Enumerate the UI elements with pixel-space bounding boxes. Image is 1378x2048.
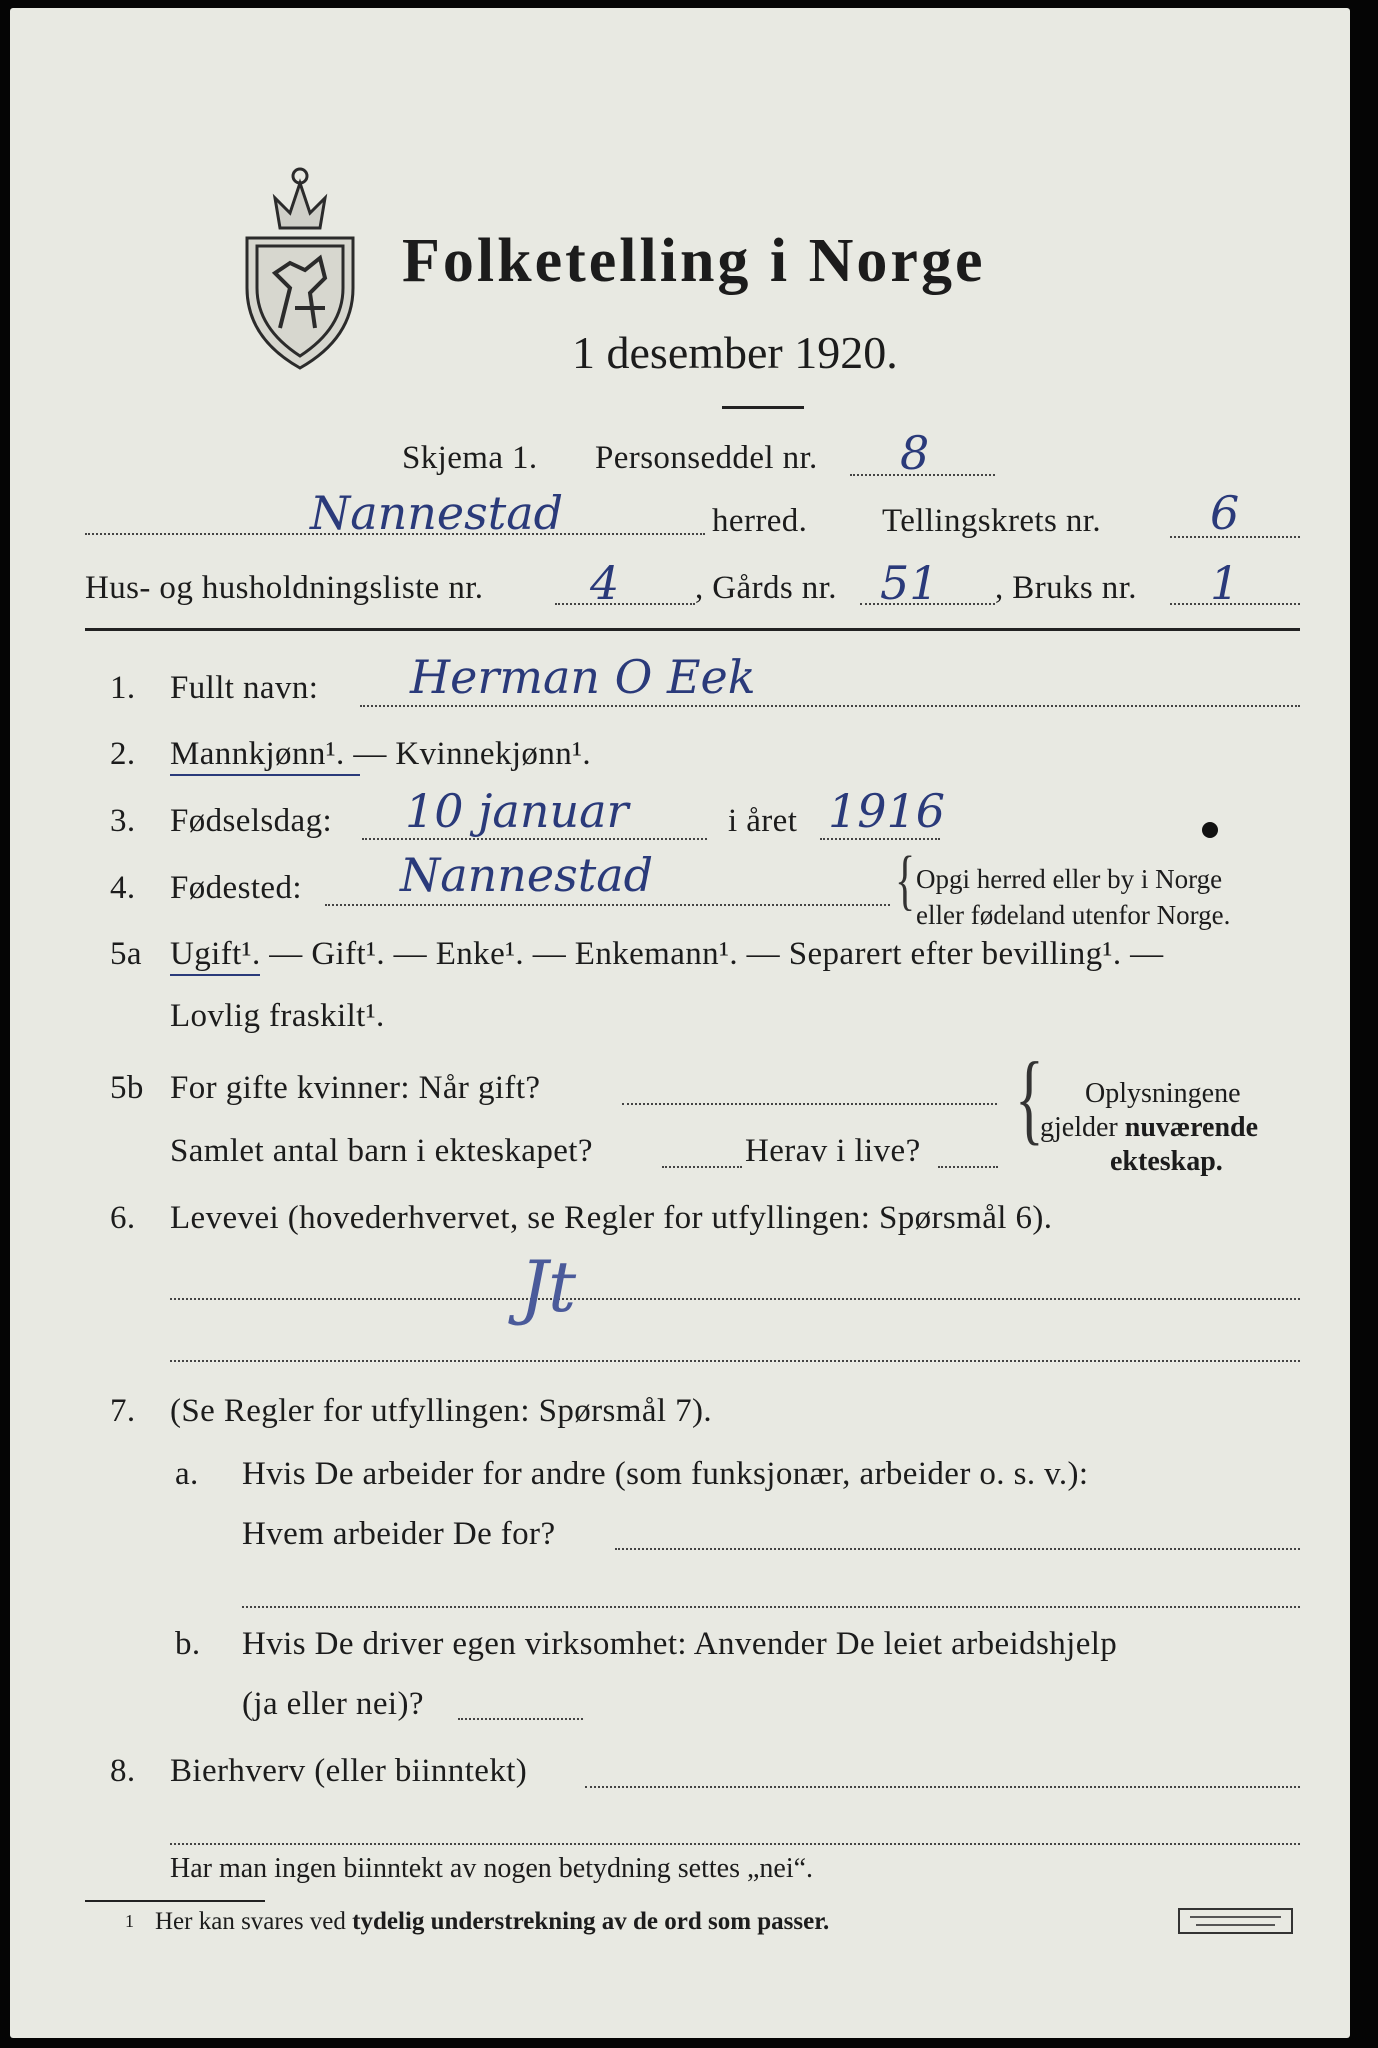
q5b-note-line3: ekteskap.	[1110, 1146, 1223, 1177]
q5b-herav-label: Herav i live?	[745, 1133, 921, 1169]
herred-label: herred.	[712, 503, 808, 539]
footnote-divider	[85, 1900, 265, 1902]
q2-male-option: Mannkjønn	[170, 736, 326, 772]
husholdningsliste-label: Hus- og husholdningsliste nr.	[85, 570, 484, 606]
q8-number: 8.	[110, 1753, 136, 1789]
q1-label: Fullt navn:	[170, 670, 319, 706]
q5b-number: 5b	[110, 1070, 144, 1106]
q2-male-underline	[170, 774, 360, 776]
q7a-letter: a.	[175, 1456, 199, 1492]
census-date: 1 desember 1920.	[572, 327, 898, 378]
tellingskrets-label: Tellingskrets nr.	[882, 503, 1101, 539]
q6-label: Levevei (hovederhvervet, se Regler for utfyllingen: Spørsmål 6).	[170, 1200, 1053, 1236]
q1-number: 1.	[110, 670, 136, 706]
gards-value: 51	[880, 556, 939, 610]
q7b-line2: (ja eller nei)?	[242, 1686, 424, 1722]
q4-birthplace-value: Nannestad	[400, 848, 654, 902]
q5a-line1: Ugift¹. — Gift¹. — Enke¹. — Enkemann¹. — Separert efter bevilling¹. —	[170, 936, 1164, 972]
q5a-ugift-underline	[170, 974, 260, 976]
q5a-number: 5a	[110, 936, 142, 972]
census-form-page: Folketelling i Norge 1 desember 1920. Skjema 1. Personseddel nr. 8 Nannestad herred. Tellingskrets nr. 6 Hus- og husholdningsliste nr. 4 , Gårds nr. 51 , Bruks nr. 1 1. Fullt navn: Herman O Eek 2. Mannkjønn¹. — Kvinnekjønn¹. 3. Fødselsdag: 10 januar i året 1916 4. Fødested: Nannestad { Opgi herred eller by i Norge eller fødeland utenfor Norge. 5a Ugift¹. — Gift¹. — Enke¹. — Enkemann¹. — Separert efter bevilling¹. — Lovlig fraskilt¹. 5b For gifte kvinner: Når gift? Samlet antal barn i ekteskapet? Herav i live? { Oplysningene gjelder nuværende ekteskap. 6. Levevei (hovederhvervet, se Regler for utfyllingen: Spørsmål 6). Jt 7. (Se Regler for utfyllingen: Spørsmål 7). a. Hvis De arbeider for andre (som funksjonær, arbeider o. s. v.): Hvem arbeider De for? b. Hvis De driver egen virksomhet: Anvender De leiet arbeidshjelp (ja eller nei)? 8. Bierhverv (eller biinntekt) Har man ingen biinntekt av nogen betydning settes „nei“. 1 Her kan svares ved tydelig understrekning av de ord som passer.	[10, 8, 1350, 2038]
q7b-letter: b.	[175, 1626, 201, 1662]
q3-year-label: i året	[728, 803, 798, 839]
footnote-text: Her kan svares ved tydelig understrekning av de ord som passer.	[155, 1908, 830, 1935]
schema-label: Skjema 1.	[402, 440, 538, 476]
q1-full-name-value: Herman O Eek	[410, 650, 756, 704]
ink-blot	[1202, 822, 1218, 838]
q8-label: Bierhverv (eller biinntekt)	[170, 1753, 528, 1789]
header-divider	[85, 628, 1300, 631]
q4-note-line1: Opgi herred eller by i Norge	[916, 864, 1223, 894]
q4-note-line2: eller fødeland utenfor Norge.	[916, 900, 1231, 930]
q5b-line1: For gifte kvinner: Når gift?	[170, 1070, 541, 1106]
q5b-line2: Samlet antal barn i ekteskapet?	[170, 1133, 593, 1169]
form-title: Folketelling i Norge	[402, 227, 986, 295]
gards-label: , Gårds nr.	[695, 570, 837, 606]
q6-occupation-value: Jt	[520, 1246, 577, 1328]
q7a-line1: Hvis De arbeider for andre (som funksjonær, arbeider o. s. v.):	[242, 1456, 1089, 1492]
q5b-note-line1: Oplysningene	[1085, 1078, 1241, 1109]
q7a-line2: Hvem arbeider De for?	[242, 1516, 556, 1552]
husholdningsliste-value: 4	[590, 556, 620, 610]
herred-value: Nannestad	[310, 486, 564, 540]
q4-label: Fødested:	[170, 870, 302, 906]
q5a-ugift-option: Ugift	[170, 936, 242, 972]
tellingskrets-value: 6	[1210, 486, 1240, 540]
q5a-line2: Lovlig fraskilt¹.	[170, 998, 385, 1034]
norway-coat-of-arms-icon	[235, 158, 365, 373]
q6-number: 6.	[110, 1200, 136, 1236]
q2-number: 2.	[110, 736, 136, 772]
bruks-value: 1	[1210, 556, 1240, 610]
printer-stamp	[1178, 1908, 1293, 1934]
personseddel-value: 8	[900, 426, 930, 480]
q2-female-option: Kvinnekjønn	[395, 736, 573, 772]
bruks-label: , Bruks nr.	[995, 570, 1137, 606]
title-divider	[722, 406, 804, 409]
q3-label: Fødselsdag:	[170, 803, 333, 839]
footnote-mark: 1	[125, 1911, 134, 1931]
q3-year-value: 1916	[828, 784, 946, 838]
q7-label: (Se Regler for utfyllingen: Spørsmål 7).	[170, 1393, 713, 1429]
q4-number: 4.	[110, 870, 136, 906]
q7-number: 7.	[110, 1393, 136, 1429]
q5b-note-line2: gjelder nuværende	[1040, 1112, 1259, 1143]
q7b-line1: Hvis De driver egen virksomhet: Anvender De leiet arbeidshjelp	[242, 1626, 1118, 1662]
q2-sex: Mannkjønn¹. — Kvinnekjønn¹.	[170, 736, 592, 772]
q3-birthdate-value: 10 januar	[405, 784, 629, 838]
personseddel-label: Personseddel nr.	[595, 440, 818, 476]
q3-number: 3.	[110, 803, 136, 839]
q8-note: Har man ingen biinntekt av nogen betydning settes „nei“.	[170, 1853, 814, 1884]
